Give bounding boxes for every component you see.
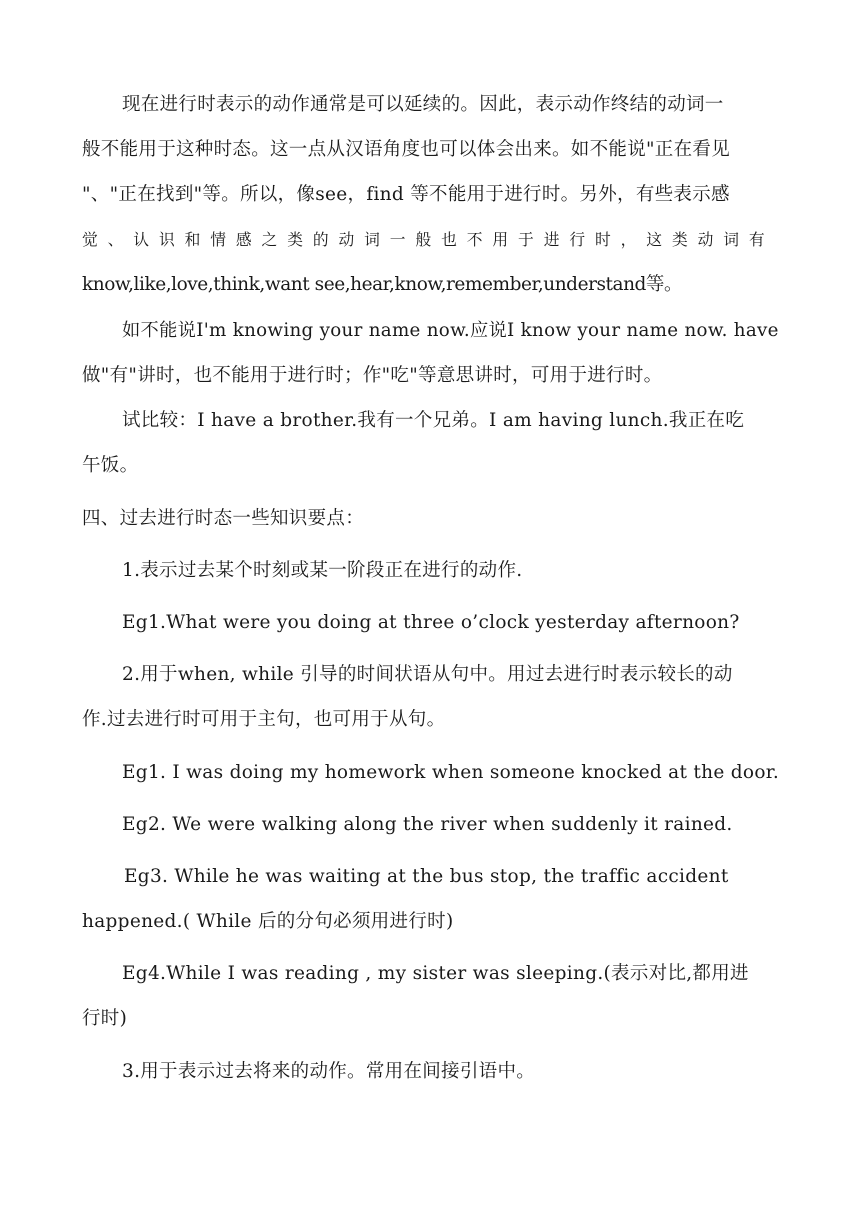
- example-eg1: [82, 750, 778, 795]
- text-line: 般不能用于这种时态。这一点从汉语角度也可以体会出来。如不能说"正在看见: [82, 139, 731, 160]
- example-point-1: [82, 600, 778, 645]
- text-line: Eg2. We were walking along the river when suddenly it rained.: [122, 814, 733, 835]
- paragraph-have-example: [82, 308, 778, 398]
- text-line: 现在进行时表示的动作通常是可以延续的。因此，表示动作终结的动词一: [122, 94, 724, 115]
- text-line: 1.表示过去某个时刻或某一阶段正在进行的动作.: [122, 560, 523, 581]
- text-line: 作.过去进行时可用于主句，也可用于从句。: [82, 709, 446, 730]
- text-line: 如不能说I'm knowing your name now.应说I know your name now. have: [122, 320, 779, 341]
- text-line-content: 觉、认识和情感之类的动词一般也不用于进行时，这类动词有: [82, 230, 775, 249]
- text-line: "、"正在找到"等。所以，像see，find 等不能用于进行时。另外，有些表示感: [82, 184, 730, 205]
- text-line: 试比较：I have a brother.我有一个兄弟。I am having lunch.我正在吃: [122, 410, 745, 431]
- point-3: [82, 1049, 778, 1094]
- paragraph-comparison: [82, 398, 778, 488]
- text-line: happened.( While 后的分句必须用进行时): [82, 911, 454, 932]
- text-line: 2.用于when, while 引导的时间状语从句中。用过去进行时表示较长的动: [122, 664, 733, 685]
- point-1: [82, 548, 778, 593]
- text-line: 做"有"讲时，也不能用于进行时；作"吃"等意思讲时，可用于进行时。: [82, 365, 663, 386]
- paragraph-present-continuous-duration: [82, 82, 778, 307]
- text-line: [82, 217, 778, 262]
- text-line: Eg4.While I was reading , my sister was sleeping.(表示对比,都用进: [122, 963, 749, 984]
- example-eg4: [82, 951, 778, 1041]
- text-line: 午饭。: [82, 455, 139, 476]
- text-line: Eg1. I was doing my homework when someone knocked at the door.: [122, 762, 780, 783]
- text-line: 3.用于表示过去将来的动作。常用在间接引语中。: [122, 1061, 536, 1082]
- text-line: Eg1.What were you doing at three o’clock yesterday afternoon?: [122, 612, 740, 633]
- example-eg3: [82, 854, 778, 944]
- example-eg2: [82, 802, 778, 847]
- text-line: Eg3. While he was waiting at the bus stop, the traffic accident: [124, 866, 729, 887]
- text-line: know,like,love,think,want see,hear,know,remember,understand等。: [82, 274, 683, 295]
- point-2: [82, 652, 778, 742]
- section-heading-text: 四、过去进行时态一些知识要点：: [82, 508, 365, 529]
- section-heading-past-continuous: [82, 496, 778, 541]
- text-line: 行时): [82, 1008, 128, 1029]
